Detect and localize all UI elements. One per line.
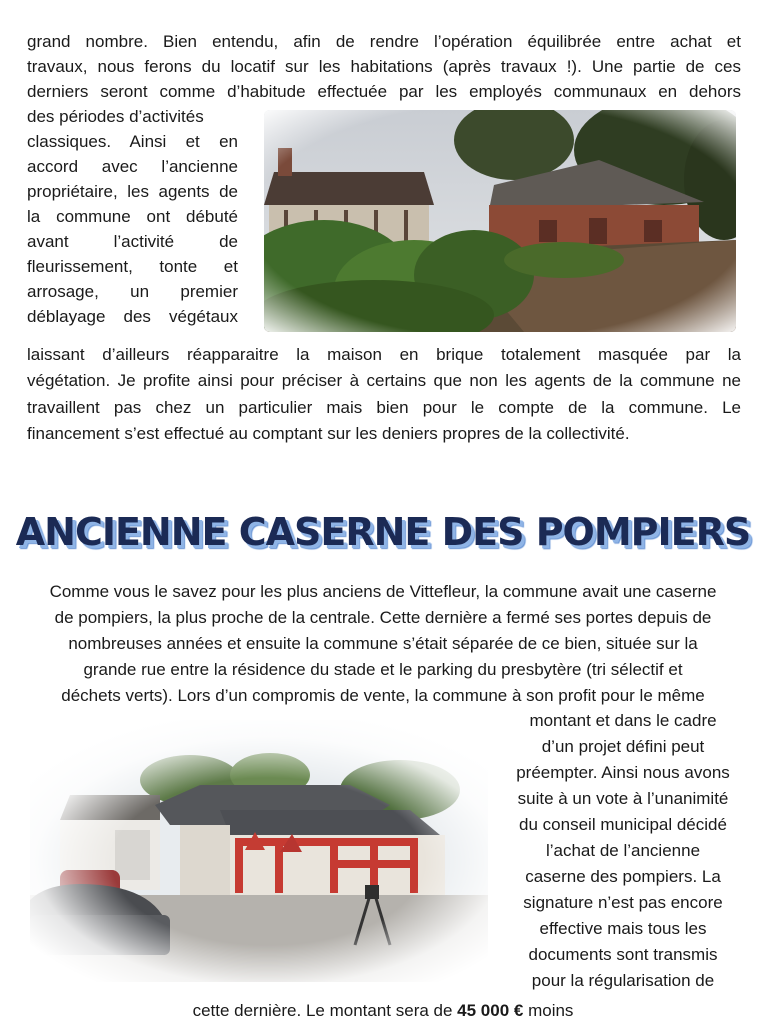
- text-line: des périodes d’activités: [27, 107, 204, 126]
- text-line: de pompiers, la plus proche de la centrale. Cette dernière a fermé ses portes depuis de: [54, 608, 712, 627]
- text-line: signature n’est pas encore: [523, 893, 723, 912]
- last-line-end: moins: [523, 1001, 574, 1020]
- last-line-start: cette dernière. Le montant sera de: [192, 1001, 458, 1020]
- text-line: déblayage des végétaux: [27, 307, 238, 326]
- text-line: effective mais tous les: [539, 919, 707, 938]
- text-line: grande rue entre la résidence du stade et le parking du presbytère (tri sélectif et: [83, 660, 683, 679]
- text-line: nombreuses années et ensuite la commune s’était séparée de ce bien, située sur la: [68, 634, 698, 653]
- text-line: arrosage, un premier: [27, 282, 238, 301]
- text-line: financement s’est effectué au comptant sur les deniers propres de la collectivité.: [27, 424, 630, 443]
- text-line: accord avec l’ancienne: [27, 157, 238, 176]
- text-line: préempter. Ainsi nous avons: [516, 763, 730, 782]
- house-photo: [264, 110, 736, 332]
- section-heading: ANCIENNE CASERNE DES POMPIERS: [15, 510, 751, 554]
- text-line: travaillent pas chez un particulier mais bien pour le compte de la commune. Le: [27, 398, 741, 417]
- text-line: fleurissement, tonte et: [27, 257, 238, 276]
- text-line: déchets verts). Lors d’un compromis de vente, la commune à son profit pour le même: [61, 686, 705, 705]
- text-line: d’un projet défini peut: [541, 737, 705, 756]
- text-line: Comme vous le savez pour les plus anciens de Vittefleur, la commune avait une caserne: [49, 582, 717, 601]
- text-line: derniers seront comme d’habitude effectuée par les employés communaux en dehors: [27, 82, 741, 101]
- text-line: grand nombre. Bien entendu, afin de rendre l’opération équilibrée entre achat et: [27, 32, 741, 51]
- text-line: du conseil municipal décidé: [519, 815, 727, 834]
- text-line: pour la régularisation de: [531, 971, 715, 990]
- amount: 45 000 €: [457, 1001, 524, 1020]
- text-line: propriétaire, les agents de: [27, 182, 238, 201]
- text-line: montant et dans le cadre: [529, 711, 717, 730]
- text-line-last: [0, 999, 766, 1022]
- fire-station-photo: [30, 720, 488, 982]
- text-line: documents sont transmis: [528, 945, 718, 964]
- text-line: l’achat de l’ancienne: [545, 841, 701, 860]
- text-line: suite à un vote à l’unanimité: [517, 789, 729, 808]
- text-line: avant l’activité de: [27, 232, 238, 251]
- text-line: caserne des pompiers. La: [525, 867, 721, 886]
- text-line: classiques. Ainsi et en: [27, 132, 238, 151]
- text-line: la commune ont débuté: [27, 207, 238, 226]
- text-line: laissant d’ailleurs réapparaitre la maison en brique totalement masquée par la: [27, 345, 741, 364]
- text-line: végétation. Je profite ainsi pour préciser à certains que non les agents de la commune ne: [27, 371, 741, 390]
- text-line: travaux, nous ferons du locatif sur les habitations (après travaux !). Une partie de ces: [27, 57, 741, 76]
